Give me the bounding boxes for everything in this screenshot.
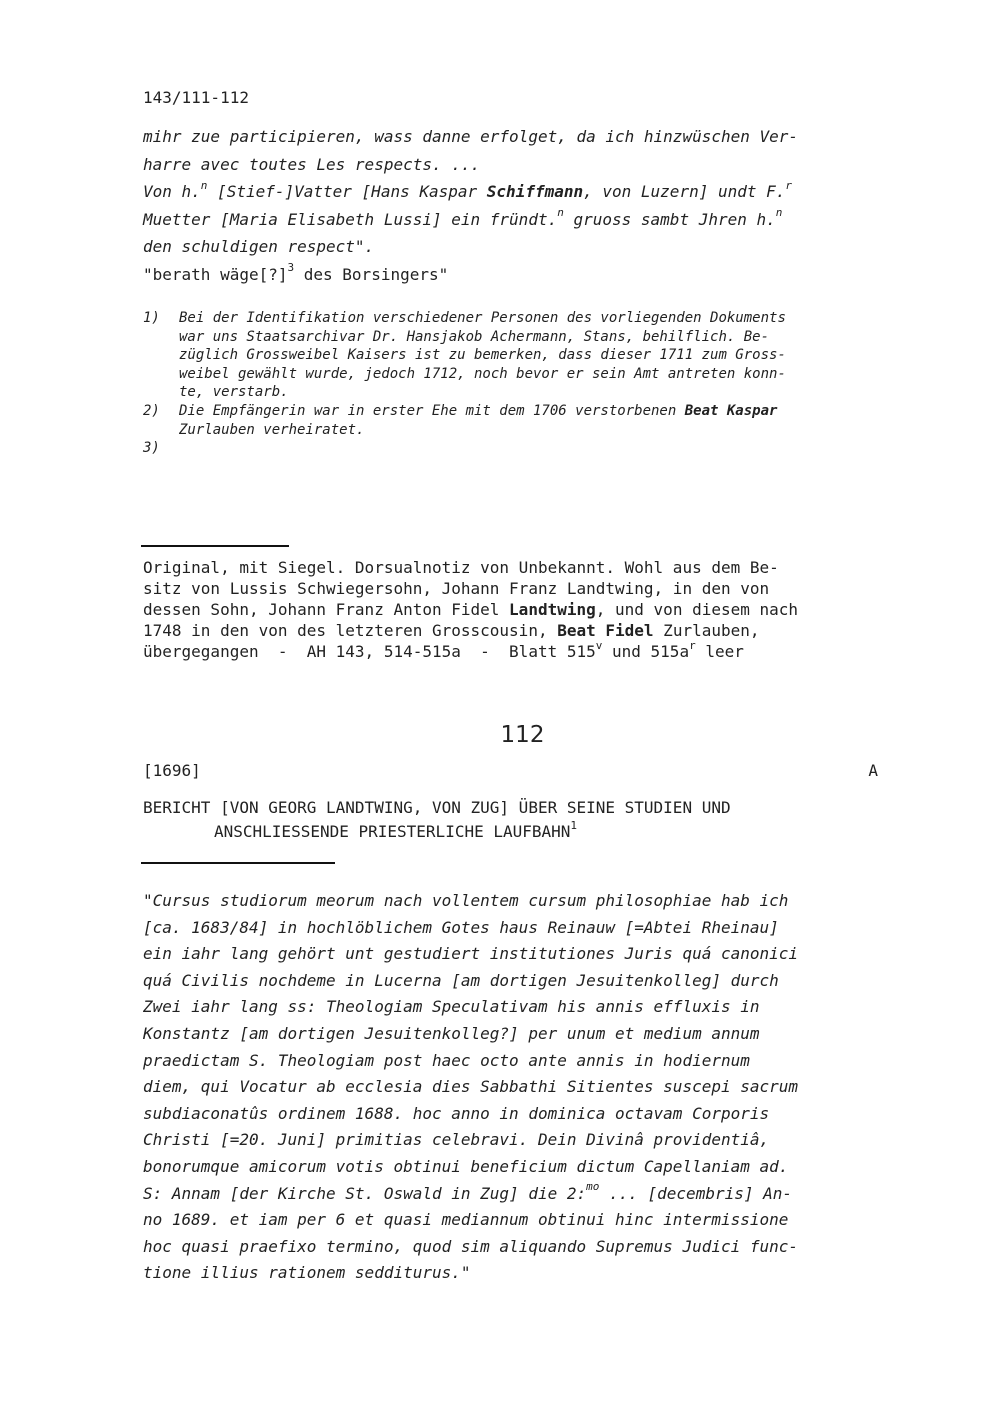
letter-closing [143,123,913,288]
text-line: quá Civilis nochdeme in Lucerna [am dortigen Jesuitenkolleg] durch [143,970,779,990]
footnote-text: Bei der Identifikation verschiedener Personen des vorliegenden Dokuments war uns Staatsarchivar Dr. Hansjakob Achermann, Stans, behilflich. Be- züglich Grossweibel Kaisers ist zu bemerken, dass dieser 1711 zum Gross- weibel gewählt wurde, jedoch 1712, noch bevor er sein Amt antreten konn- te, verstarb. [179,310,786,401]
text-line: tione illius rationem sedditurus." [143,1263,471,1283]
text-line: no 1689. et iam per 6 et quasi mediannum obtinui hinc intermissione [143,1210,789,1230]
superscript: n [200,178,208,192]
footnote-2 [143,402,913,439]
footnote-number: 1) [143,310,160,326]
footnote-3 [143,439,913,458]
text-line: diem, qui Vocatur ab ecclesia dies Sabbathi Sitientes suscepi sacrum [143,1077,799,1097]
source-note [143,557,913,662]
text-line: Christi [=20. Juni] primitias celebravi. Dein Divinâ providentiâ, [143,1130,770,1150]
name-bold: Schiffmann [486,182,584,201]
document-title [143,796,913,844]
text-line: subdiaconatûs ordinem 1688. hoc anno in dominica octavam Corporis [143,1103,770,1123]
letter-line [143,261,913,289]
text-line: Zwei iahr lang ss: Theologiam Speculativam his annis effluxis in [143,997,760,1017]
letter-line: mihr zue participieren, wass danne erfolget, da ich hinzwüschen Ver- [143,127,799,146]
text-line: S: Annam [der Kirche St. Oswald in Zug] die 2:$^{mo}$ ... [decembris] An- [143,1180,793,1203]
note-line: dessen Sohn, Johann Franz Anton Fidel Landtwing, und von diesem nach [143,600,799,619]
note-line: 1748 in den von des letzteren Grosscousin, Beat Fidel Zurlauben, [143,621,760,640]
letter-line: harre avec toutes Les respects. ... [143,154,481,174]
letter-text: Muetter [Maria Elisabeth Lussi] ein fründt. [143,209,558,229]
text-line: praedictam S. Theologiam post haec octo ante annis in hodiernum [143,1050,750,1070]
title-line: ANSCHLIESSENDE PRIESTERLICHE LAUFBAHN$^1$ [214,818,578,841]
letter-text: , von Luzern] undt F. [583,182,786,201]
footnote-ref: 1 [570,818,578,832]
letter-text: gruoss sambt Jhren h. [563,209,776,229]
document-text [143,888,913,1287]
document-mark: A [868,761,878,780]
text-line: bonorumque amicorum votis obtinui beneficium dictum Capellaniam ad. [143,1156,789,1176]
note-line: sitz von Lussis Schwiegersohn, Johann Franz Landtwing, in den von [143,579,770,598]
note-line: Original, mit Siegel. Dorsualnotiz von Unbekannt. Wohl aus dem Be- [143,558,779,577]
title-line: BERICHT [VON GEORG LANDTWING, VON ZUG] ÜBER SEINE STUDIEN UND [143,798,731,817]
divider [141,862,335,864]
superscript: n [557,206,564,220]
text-line: [ca. 1683/84] in hochlöblichem Gotes haus Reinauw [=Abtei Rheinau] [143,917,779,937]
superscript: r [785,178,793,192]
letter-line [143,178,913,206]
note-line: übergegangen - AH 143, 514-515a - Blatt 515$^v$ und $515a^r$ leer [143,638,744,661]
document-number: 112 [500,722,545,748]
footnote-1 [143,309,913,402]
text-line: "Cursus studiorum meorum nach vollentem cursum philosophiae hab ich [143,891,789,910]
document-date: [1696] [143,761,201,780]
letter-line: den schuldigen respect". [143,237,375,256]
letter-text: [Stief-]Vatter [Hans Kaspar [207,182,487,201]
text-line: ein iahr lang gehört unt gestudiert institutiones Juris quá canonici [143,944,799,964]
text-line: hoc quasi praefixo termino, quod sim aliquando Supremus Judici func- [143,1236,799,1256]
letter-text: Von h. [143,182,201,201]
letter-text: des Borsingers" [294,264,449,284]
footnotes [143,309,913,458]
footnote-ref: 3 [287,261,295,275]
footnote-text: Die Empfängerin war in erster Ehe mit dem 1706 verstorbenen Beat Kaspar Zurlauben verheiratet. [179,402,778,438]
footnote-number: 3) [143,440,160,457]
text-line: Konstantz [am dortigen Jesuitenkolleg?] per unum et medium annum [143,1023,760,1043]
superscript: n [775,206,783,220]
date-line [143,760,878,782]
divider [141,545,289,547]
page-reference: 143/111-112 [143,88,249,107]
footnote-number: 2) [143,402,160,419]
letter-text: "berath wäge[?] [143,264,288,284]
letter-line [143,206,913,234]
